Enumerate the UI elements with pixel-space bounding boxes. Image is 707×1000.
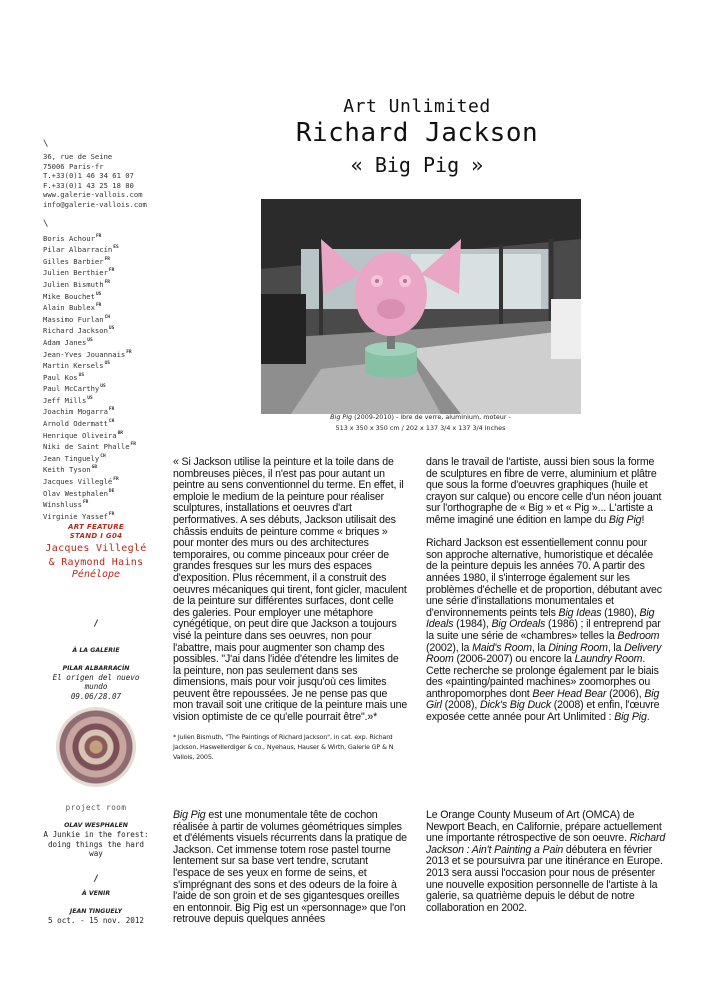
country-code: US	[104, 361, 111, 367]
country-code: FR	[113, 477, 119, 483]
artist-list-item[interactable]	[43, 417, 163, 429]
artist-list-item[interactable]	[43, 394, 163, 406]
artist-list-item[interactable]	[43, 463, 163, 475]
country-code: US	[100, 384, 106, 390]
museum-paragraph: Le Orange County Museum of Art (OMCA) de Newport Beach, en Californie, prépare actuellement une importante rétrospective de son oeuvre. Richard Jackson : Ain't Painting a Pain débutera en février 2013 et se poursuivra par une itinérance en Europe. 2013 sera aussi l'occasion pour nous de présenter une nouvelle exposition personnelle de l'artiste à la galerie, sa quatrième depuis le début de notre collaboration en 2002.	[426, 809, 666, 914]
country-code: FR	[95, 233, 102, 239]
artist-name: Keith Tyson	[43, 465, 91, 475]
artist-name: Pilar Albarracín	[43, 245, 113, 255]
divider-slash: /	[93, 874, 99, 885]
event-name: Art Unlimited	[343, 96, 491, 117]
artist-list-item[interactable]	[43, 348, 163, 360]
artist-name: Massimo Furlan	[43, 314, 104, 324]
big-pig-paragraph: Big Pig est une monumentale tête de cochon réalisée à partir de volumes géométriques simples et d'éléments visuels récurrents dans la pratique de Jackson. Cet immense totem rose pastel tourne lentement sur sa base vert tendre, scrutant l'espace de ses yeux en forme de seins, et s'imprégnant des sons et des odeurs de la foire à l'aide de son groin et de ses gigantesques oreilles en entonnoir. Big Pig est un «personnage» que l'on retrouve depuis quelques années	[173, 809, 407, 926]
country-code: CH	[104, 314, 111, 320]
country-code: FR	[108, 268, 115, 274]
continued-paragraph: dans le travail de l'artiste, aussi bien sous la forme de sculptures en fibre de verre, aluminium et plâtre que sous la forme d'oeuvres graphiques (huile et crayon sur calque) ou encore celle d'un néon jouant sur l'orthographe de « Big » et « Pig »... L'artiste a même imaginé une édition en lampe du Big Pig!	[426, 456, 662, 526]
artist-name: Richard Jackson	[43, 326, 108, 336]
country-code: FR	[104, 279, 111, 285]
phone: T.+33(0)1 46 34 61 07	[43, 171, 134, 181]
artist-name: Jean Tinguely	[43, 453, 100, 463]
artist-list-item[interactable]	[43, 278, 163, 290]
photo-caption	[250, 412, 591, 434]
feature-label: ART FEATURE	[68, 523, 124, 531]
caption-dimensions: 513 x 350 x 350 cm / 202 x 137 3/4 x 137 3/4 inches	[335, 424, 506, 432]
artist-name: Jean-Yves Jouannais	[43, 349, 126, 359]
artist-list-item[interactable]	[43, 440, 163, 452]
divider-slash: \	[43, 218, 49, 229]
address-line: 36, rue de Seine	[43, 152, 113, 161]
artist-list-item[interactable]	[43, 452, 163, 464]
divider-slash: \	[43, 139, 49, 149]
artist-name: Gilles Barbier	[43, 256, 104, 266]
artist-list-item[interactable]	[43, 382, 163, 394]
address-city: 75006 Paris-fr	[43, 161, 104, 171]
artist-name: Virginie Yassef	[43, 511, 108, 521]
country-code: FR	[104, 256, 111, 262]
artist-list-item[interactable]	[43, 266, 163, 278]
feature-stand: STAND I G04	[69, 532, 123, 540]
feature-artists-1: Jacques Villeglé	[45, 543, 147, 554]
artwork-title: « Big Pig »	[350, 153, 484, 177]
text-column-1	[173, 457, 408, 762]
artist-list-item[interactable]	[43, 487, 163, 499]
artist-list-item[interactable]	[43, 290, 163, 302]
country-code: GB	[91, 465, 98, 471]
fax: F.+33(0)1 43 25 18 80	[43, 180, 134, 190]
feature-artists-2: & Raymond Hains	[48, 557, 144, 568]
artist-name: Olav Westphalen	[43, 488, 108, 498]
artist-list-item[interactable]	[43, 255, 163, 267]
quote-paragraph: « Si Jackson utilise la peinture et la toile dans de nombreuses pièces, il n'est pas pour autant un peintre au sens conventionnel du terme. En effet, il emploie le medium de la peinture pour réaliser sculptures, installations et oeuvres d'art performatives. A ses débuts, Jackson utilisait des châssis enduits de peinture comme « briques » pour monter des murs ou des architectures temporaires, ou comme pinceaux pour créer de grandes fresques sur les murs des espaces d'exposition. Plus récemment, il a construit des oeuvres mécaniques qui tirent, font gicler, maculent de la peinture sur différentes surfaces, dont celle des galeries. Pour employer une métaphore cynégétique, on peut dire que Jackson a toujours visé la peinture dans ses oeuvres, non pour l'abattre, mais pour augmenter son champ des possibles. "J'ai dans l'idée d'étendre les limites de la peinture, non pas seulement dans ses dimensions, mais pour voir jusqu'où ces limites peuvent être repoussées. Je ne pense pas que mon travail soit une critique de la peinture mais une vision optimiste de ce qu'elle pourrait être".»*	[173, 456, 408, 724]
country-code: FR	[126, 349, 132, 355]
artist-name: Winshluss	[43, 500, 82, 510]
country-code: FR	[108, 511, 115, 517]
artist-list-item[interactable]	[43, 429, 163, 441]
text-column-2	[426, 457, 666, 724]
artist-list-item[interactable]	[43, 313, 163, 325]
artist-list-item[interactable]	[43, 232, 163, 244]
country-code: FR	[108, 407, 115, 413]
country-code: ES	[113, 245, 119, 251]
project-room-title-2: doing things the hard	[47, 839, 144, 849]
divider-slash: /	[93, 619, 99, 629]
career-paragraph: Richard Jackson est essentiellement connu pour son approche alternative, humoristique et décalée de la peinture depuis les années 70. A partir des années 1980, il s'interroge également sur les problèmes d'échelle et de proportion, débutant avec une série d'installations monumentales et d'environnements peints tels Big Ideas (1980), Big Ideals (1984), Big Ordeals (1986) ; il entreprend par la suite une série de «chambres» telles la Bedroom (2002), la Maid's Room, la Dining Room, la Delivery Room (2006-2007) ou encore la Laundry Room. Cette recherche se prolonge également par le biais des «painting/painted machines» zoomorphes ou anthropomorphes dont Beer Head Bear (2006), Big Girl (2008), Dick's Big Duck (2008) et enfin, l'œuvre exposée cette année pour Art Unlimited : Big Pig.	[426, 537, 662, 724]
artist-list-item[interactable]	[43, 405, 163, 417]
artist-name: Paul Kos	[43, 372, 78, 382]
artist-list-item[interactable]	[43, 301, 163, 313]
events-sidebar	[30, 523, 162, 926]
gallery-title-1: El origen del nuevo	[52, 673, 140, 682]
email-link[interactable]: info@galerie-vallois.com	[43, 199, 147, 209]
artist-name: Joachim Mogarra	[43, 407, 108, 417]
gallery-artwork-image	[56, 707, 136, 787]
upcoming-artist: JEAN TINGUELY	[69, 908, 123, 916]
project-room-title-1: A Junkie in the forest:	[43, 830, 149, 840]
website-link[interactable]: www.galerie-vallois.com	[43, 190, 143, 200]
project-room-label: project room	[65, 803, 127, 813]
artwork-photo	[261, 199, 581, 414]
artist-list-item[interactable]	[43, 475, 163, 487]
country-code: FR	[82, 500, 89, 506]
caption-title: Big Pig	[330, 413, 353, 421]
country-code: DE	[108, 488, 115, 494]
artist-name: Jeff Mills	[43, 395, 87, 405]
country-code: US	[78, 372, 85, 378]
country-code: CH	[108, 419, 115, 425]
artist-name: Jacques Villeglé	[43, 477, 113, 487]
project-room-artist: OLAV WESPHALEN	[64, 822, 128, 830]
artist-name: Martin Kersels	[43, 361, 104, 371]
country-code: US	[87, 395, 93, 401]
artist-name: Niki de Saint Phalle	[43, 442, 130, 452]
text-column-3	[173, 810, 408, 926]
country-code: FR	[130, 442, 136, 448]
country-code: US	[95, 291, 102, 297]
artist-list-item[interactable]	[43, 243, 163, 255]
project-room-title-3: way	[89, 849, 103, 859]
page-header	[250, 96, 584, 178]
country-code: US	[87, 337, 93, 343]
footnote: * Julien Bismuth, "The Paintings of Richard Jackson", in cat. exp. Richard Jackson, Haswellerdiger & co., Nyehaus, Hauser & Wirth, Galerie GP & N Vallois, 2005.	[173, 732, 394, 761]
contact-block	[43, 152, 163, 210]
big-pig-photo-illustration	[261, 199, 581, 414]
country-code: CH	[100, 453, 106, 459]
upcoming-label: À VENIR	[81, 890, 111, 898]
artist-list	[43, 220, 163, 522]
artist-name: Richard Jackson	[295, 118, 539, 148]
gallery-dates: 09.06/28.07	[70, 691, 122, 701]
artist-list-item[interactable]	[43, 336, 163, 348]
gallery-sidebar	[43, 140, 163, 521]
artist-name: Paul McCarthy	[43, 384, 100, 394]
gallery-artist: PILAR ALBARRACÍN	[62, 665, 130, 672]
country-code: BR	[117, 430, 123, 436]
artist-name: Henrique Oliveira	[43, 430, 117, 440]
artist-list-item[interactable]	[43, 359, 163, 371]
artist-name: Boris Achour	[43, 233, 95, 243]
upcoming-dates: 5 oct. - 15 nov. 2012	[47, 916, 144, 926]
artist-list-item[interactable]	[43, 498, 163, 510]
gallery-title-2: mundo	[84, 682, 108, 692]
artist-name: Mike Bouchet	[43, 291, 95, 301]
caption-materials: (2009-2010) - ibre de verre, aluminium, moteur -	[352, 413, 511, 421]
country-code: FR	[95, 303, 102, 309]
artist-list-item[interactable]	[43, 324, 163, 336]
gallery-label: À LA GALERIE	[72, 647, 120, 654]
country-code: US	[108, 326, 115, 332]
artist-name: Adam Janes	[43, 337, 87, 347]
feature-title: Pénélope	[71, 569, 121, 580]
artist-name: Julien Bismuth	[43, 279, 104, 289]
artist-list-item[interactable]	[43, 371, 163, 383]
text-column-4	[426, 810, 666, 914]
artist-list-item[interactable]	[43, 510, 163, 522]
artist-name: Julien Berthier	[43, 268, 108, 278]
artist-name: Alain Bublex	[43, 303, 95, 313]
artist-name: Arnold Odermatt	[43, 419, 108, 429]
